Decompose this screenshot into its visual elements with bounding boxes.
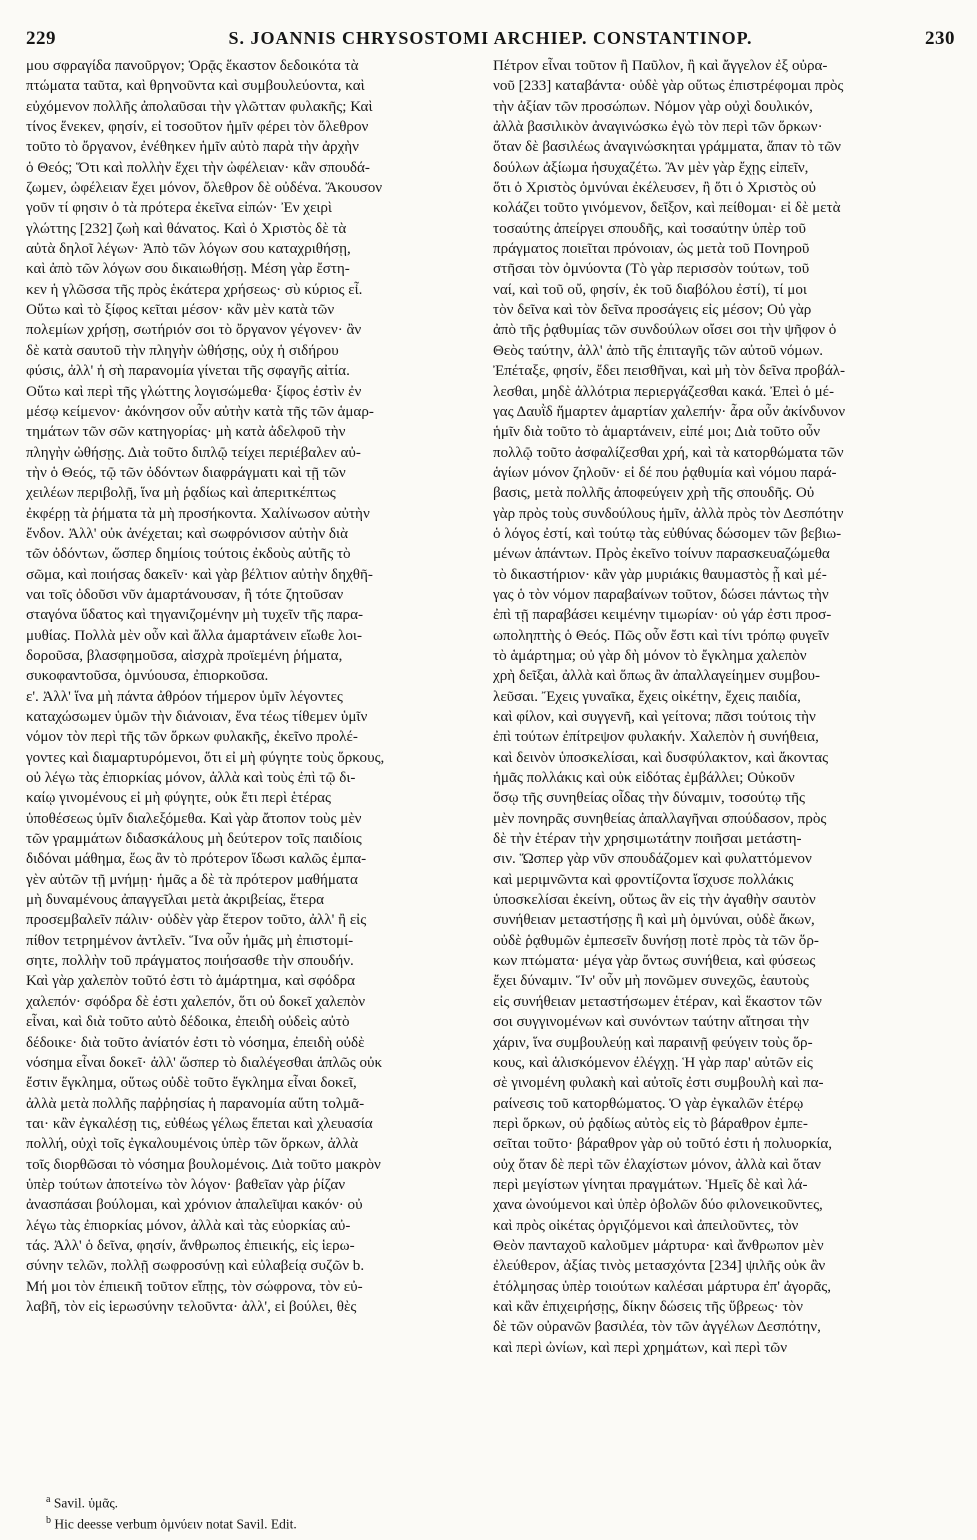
text-line: στῆσαι τὸν ὀμνύοντα (Τὸ γὰρ περισσὸν τούτων, τοῦ bbox=[493, 261, 810, 278]
text-line: Μή μοι τὸν ἐπιεικῆ τοῦτον εἴπῃς, τὸν σώφρονα, τὸν εὐ- bbox=[26, 1278, 363, 1295]
text-line: μὲν πονηρᾶς συνηθείας ἀπαλλαγῆναι σπούδασον, πρὸς bbox=[493, 810, 827, 827]
text-line: περὶ ὅρκων, οὐ ῥᾳδίως αὐτὸς εἰς τὸ βάραθρον ἐμπε- bbox=[493, 1115, 808, 1132]
text-line: πράγματος ποιεῖται πρόνοιαν, ὡς μετὰ τοῦ Πονηροῦ bbox=[493, 241, 810, 258]
text-line: εὐχόμενον πολλῆς ἀπολαῦσαι τὴν γλῶτταν φυλακῆς; Καὶ bbox=[26, 98, 373, 115]
text-line: τοσαύτης ἀπείργει σπουδῆς, καὶ τοσαύτην ὑπὲρ τοῦ bbox=[493, 220, 806, 237]
text-line: ὑποσκελίσαι ἐκείνη, οὕτως ἂν εἰς τὴν ἀγαθὴν σαυτὸν bbox=[493, 892, 816, 909]
text-line: ἁγίων μόνον ζηλοῦν· εἰ δέ που ῥᾳθυμία καὶ νόμου παρά- bbox=[493, 464, 837, 481]
text-line: λεῦσαι. Ἔχεις γυναῖκα, ἔχεις οἰκέτην, ἔχεις παιδία, bbox=[493, 688, 801, 705]
text-line: κων πτώματα· μέγα γὰρ ὄντως συνήθεια, καὶ φύσεως bbox=[493, 953, 816, 970]
text-line: φύσις, ἀλλ' ἡ σὴ παρανομία γίνεται τῆς σφαγῆς αἰτία. bbox=[26, 363, 350, 380]
text-line: τὸν δεῖνα καὶ τὸν δεῖνα προσάγεις εἰς μέσον; Οὐ γὰρ bbox=[493, 302, 812, 319]
text-line: κους, καὶ ἁλισκόμενον ἐλέγχῃ. Ἡ γὰρ παρ' αὐτῶν εἰς bbox=[493, 1054, 813, 1071]
text-line: σεῖται τοῦτο· βάραθρον γὰρ οὐ τοῦτό ἐστι ἡ πολυορκία, bbox=[493, 1136, 833, 1153]
text-line: δούλων ἀξίωμα ἡσυχαζέτω. Ἂν μὲν γὰρ ἔχῃς εἰπεῖν, bbox=[493, 159, 809, 176]
footnote-mark: a bbox=[46, 1494, 51, 1505]
running-title: S. JOANNIS CHRYSOSTOMI ARCHIEP. CONSTANTINOP. bbox=[228, 28, 753, 48]
text-line: οὐχ ὅταν δὲ περὶ τῶν ἐλαχίστων μόνον, ἀλλὰ καὶ ὅταν bbox=[493, 1156, 821, 1173]
text-line: καίῳ γινομένους εἰ μὴ φύγητε, οὐκ ἔτι περὶ ἑτέρας bbox=[26, 790, 332, 807]
text-line: οὐδὲ ῥᾳθυμῶν ἐμπεσεῖν δυνήσῃ ποτὲ πρὸς τὰ τῶν ὅρ- bbox=[493, 932, 819, 949]
text-line: χρὴ δεῖξαι, ἀλλὰ καὶ ὅπως ἂν ἀπαλλαγείημεν συμβου- bbox=[493, 668, 821, 685]
text-line: πολλῷ τοῦτο ἀσφαλίζεσθαι χρή, καὶ τὰ κατορθώματα τῶν bbox=[493, 444, 844, 461]
text-columns bbox=[26, 56, 955, 1358]
page-number-right: 230 bbox=[924, 28, 955, 49]
footnote-text: Savil. ὑμᾶς. bbox=[53, 1495, 119, 1511]
text-line: ἔστιν ἔγκλημα, οὕτως οὐδὲ τοῦτο ἔγκλημα εἶναι δοκεῖ, bbox=[26, 1075, 357, 1092]
text-line: λεσθαι, μηδὲ ἀλλότρια περιεργάζεσθαι κακά. Ἐπεὶ ὁ μέ- bbox=[493, 383, 835, 400]
footnote-mark: b bbox=[46, 1514, 51, 1526]
text-line: ἡμῖν διὰ τοῦτο τὸ ἁμαρτάνειν, εἰπέ μοι; Διὰ τοῦτο οὖν bbox=[493, 424, 821, 441]
text-line: Ἐπέταξε, φησίν, ἔδει πεισθῆναι, καὶ μὴ τὸν δεῖνα προβάλ- bbox=[493, 363, 846, 380]
text-line: Θεὸς ταύτην, ἀλλ' ἀπὸ τῆς ἐπιταγῆς τῶν αὐτοῦ νόμων. bbox=[493, 342, 824, 359]
text-line: σιν. Ὥσπερ γὰρ νῦν σπουδάζομεν καὶ φυλαττόμενον bbox=[493, 851, 812, 868]
text-line: μου σφραγίδα πανοῦργον; Ὁρᾷς ἕκαστον δεδοικότα τὰ bbox=[26, 58, 359, 74]
text-line: ἀλλὰ μετὰ πολλῆς παῤῥησίας ἡ παρανομία αὕτη τολμᾶ- bbox=[26, 1095, 365, 1112]
text-line: αὐτὰ δηλοῖ λέγων· Ἀπὸ τῶν λόγων σου καταχριθήσῃ, bbox=[26, 241, 351, 258]
text-line: πτώματα ταῦτα, καὶ θρηνοῦντα καὶ συμβουλεύοντα, καὶ bbox=[26, 78, 365, 95]
text-line: καὶ δεινὸν ὑποσκελίσαι, καὶ δυσφύλακτον, καὶ ἄκοντας bbox=[493, 749, 829, 766]
footnote bbox=[46, 1491, 297, 1512]
text-line: ὑπὲρ τούτων ἀποτείνω τὸν λόγον· βαθεῖαν γὰρ ῥίζαν bbox=[26, 1176, 346, 1193]
text-line: γας ὁ τὸν νόμον παραβαίνων τοῦτον, δώσει πάντως τὴν bbox=[493, 586, 829, 603]
text-line: δοροῦσα, βλασφημοῦσα, αἰσχρὰ προϊεμένη ῥήματα, bbox=[26, 647, 343, 664]
text-line: ἀλλὰ βασιλικὸν ἀναγινώσκω ἐγὼ τὸν περὶ τῶν ὅρκων· bbox=[493, 119, 823, 136]
text-line: καταχώσωμεν ὑμῶν τὴν διάνοιαν, ἕνα τέως τίθεμεν ὑμῖν bbox=[26, 709, 368, 725]
text-line: δέδοικε· διὰ τοῦτο ἀνίατόν ἐστι τὸ νόσημα, ἐπειδὴ οὐδὲ bbox=[26, 1034, 365, 1051]
text-line: τάς. Ἀλλ' ὁ δεῖνα, φησίν, ἄνθρωπος ἐπιεικής, εἰς ἱερω- bbox=[26, 1237, 355, 1254]
text-line: καὶ περὶ ὠνίων, καὶ περὶ χρημάτων, καὶ περὶ τῶν bbox=[493, 1339, 788, 1356]
text-line: μὴ δυναμένους ἀπαγγεῖλαι μετὰ ἀκριβείας, ἕτερα bbox=[26, 892, 325, 909]
text-line: χάριν, ἵνα συμβουλεύῃ καὶ παραινῇ φεύγειν τοὺς ὅρ- bbox=[493, 1034, 813, 1051]
text-line: διδόναι μάθημα, ἕως ἂν τὸ πρότερον ἴδωσι καλῶς ἐμπα- bbox=[26, 851, 367, 868]
text-line: ἐκφέρῃ τὰ ῥήματα τὰ μὴ προσήκοντα. Χαλίνωσον αὐτὴν bbox=[26, 505, 370, 522]
text-line: πίθον τετρημένον ἀντλεῖν. Ἵνα οὖν ἡμᾶς μὴ ἐπιστομί- bbox=[26, 932, 354, 949]
text-line: καὶ φίλον, καὶ συγγενῆ, καὶ γείτονα; πᾶσι τούτοις τὴν bbox=[493, 709, 816, 725]
text-line: τῶν γραμμάτων διδασκάλους μὴ δεύτερον τοῖς παιδίοις bbox=[26, 831, 362, 848]
text-line: γὲν αὐτῶν τῇ μνήμῃ· ἡμᾶς a δὲ τὰ πρότερον μαθήματα bbox=[26, 871, 358, 888]
text-line: νοῦ [233] καταβάντα· οὐδὲ γὰρ οὕτως ἐπιστρέφομαι πρὸς bbox=[493, 78, 844, 95]
text-line: πολεμίων χρήσῃ, σωτήριόν σοι τὸ ὄργανον γέγονεν· ἂν bbox=[26, 322, 362, 339]
text-line: καὶ πρὸς οἰκέτας ὀργιζόμενοι καὶ ἀπειλοῦντες, τὸν bbox=[493, 1217, 799, 1234]
text-line: νόσημα εἶναι δοκεῖ· ἀλλ' ὥσπερ τὸ διαλέγεσθαι ἁπλῶς οὐκ bbox=[26, 1054, 383, 1071]
footnote-text: Hic deesse verbum ὀμνύειν notat Savil. Edit. bbox=[54, 1516, 297, 1531]
footnotes bbox=[46, 1491, 297, 1532]
text-line: ραίνεσις τοῦ κατορθώματος. Ὁ γὰρ ἐγκαλῶν ἑτέρῳ bbox=[493, 1095, 804, 1112]
text-line: περὶ μεγίστων γίνηται πραγμάτων. Ἡμεῖς δὲ καὶ λά- bbox=[493, 1176, 808, 1193]
text-line: ὑποθέσεως ὑμῖν διαλεξόμεθα. Καὶ γὰρ ἄτοπον τοὺς μὲν bbox=[26, 810, 362, 827]
text-line: τὸ δικαστήριον· κἂν γὰρ μυριάκις θαυμαστὸς ᾖ καὶ μέ- bbox=[493, 566, 827, 583]
text-line: βασις, μετὰ πολλῆς ἀποφεύγειν χρὴ τῆς σπουδῆς. Οὐ bbox=[493, 485, 815, 502]
text-line: συνήθειαν μεταστήσῃς ἢ καὶ μὴ ὀμνύναι, οὐδὲ ἄκων, bbox=[493, 912, 815, 929]
text-line: τὴν ὁ Θεός, τῷ τῶν ὀδόντων διαφράγματι καὶ τῇ τῶν bbox=[26, 464, 346, 481]
text-line: Πέτρον εἶναι τοῦτον ἢ Παῦλον, ἢ καὶ ἄγγελον ἐξ οὐρα- bbox=[493, 58, 828, 74]
text-line: ἀνασπάσαι βούλομαι, καὶ χρόνιον ἀπαλεῖψαι κακόν· οὐ bbox=[26, 1197, 363, 1214]
text-line: ὅτι ὁ Χριστὸς ὀμνύναι ἐκέλευσεν, ἢ ὅτι ὁ Χριστὸς οὐ bbox=[493, 180, 816, 197]
text-line: τῶν ὀδόντων, ὥσπερ δημίοις τούτοις ἐκδοὺς αὐτῆς τὸ bbox=[26, 546, 351, 563]
text-line: ἔχει δύναμιν. Ἵν' οὖν μὴ πονῶμεν συνεχῶς, ἑαυτοὺς bbox=[493, 973, 809, 990]
text-line: καὶ ἀπὸ τῶν λόγων σου δικαιωθήσῃ. Μέση γὰρ ἔστη- bbox=[26, 261, 350, 278]
text-line: μένων ἁπάντων. Πρὸς ἐκεῖνο τοίνυν παρασκευαζώμεθα bbox=[493, 546, 830, 563]
text-line: ναι τοῖς ὀδοῦσι νῦν ἁμαρτάνουσαν, ἢ τότε ζητοῦσαν bbox=[26, 586, 344, 603]
text-line: γὰρ πρὸς τοὺς συνδούλους ἡμῖν, ἀλλὰ πρὸς τὸν Δεσπότην bbox=[493, 505, 844, 522]
text-line: ωποληπτὴς ὁ Θεός. Πῶς οὖν ἔστι καὶ τίνι τρόπῳ φυγεῖν bbox=[493, 627, 830, 644]
text-line: μέσῳ κείμενον· ἀκόνησον οὖν αὐτὴν κατὰ τῆς τῶν ἁμαρ- bbox=[26, 403, 374, 420]
text-line: καὶ κἂν ἐπιχειρήσῃς, δίκην δώσεις τῆς ὕβρεως· τὸν bbox=[493, 1298, 803, 1315]
text-line: ἐπὶ τούτων ἐπίτρεψον φυλακήν. Χαλεπὸν ἡ συνήθεια, bbox=[493, 729, 819, 746]
text-line: σύνην τελῶν, πολλῇ σωφροσύνῃ καὶ εὐλαβείᾳ συζῶν b. bbox=[26, 1258, 365, 1275]
text-line: μυθίας. Πολλὰ μὲν οὖν καὶ ἄλλα ἁμαρτάνειν εἴωθε λοι- bbox=[26, 627, 363, 644]
text-line: πληγὴν ὠθήσῃς. Διὰ τοῦτο διπλῷ τείχει περιέβαλεν αὐ- bbox=[26, 444, 361, 461]
page-number-left: 229 bbox=[26, 28, 56, 49]
text-line: γοῦν τί φησιν ὁ τὰ πρότερα ἐκεῖνα εἰπών· Ἐν χειρὶ bbox=[26, 200, 332, 217]
text-line: κεν ἡ γλῶσσα τῆς πρὸς ἑκάτερα χρήσεως· σὺ κύριος εἶ. bbox=[26, 281, 363, 298]
text-line: Οὕτω καὶ τὸ ξίφος κεῖται μέσον· κἂν μὲν κατὰ τῶν bbox=[26, 302, 335, 319]
text-line: κολάζει τοῦτο γινόμενον, δεῖξον, καὶ πείθομαι· εἰ δὲ μετὰ bbox=[493, 200, 841, 217]
text-line: εἰς συνήθειαν μεταστήσωμεν ἑτέραν, καὶ ἕκαστον τῶν bbox=[493, 993, 822, 1010]
text-line: ζωμεν, ὠφέλειαν ἔχει μόνον, ὄλεθρον δὲ οὐδένα. Ἄκουσον bbox=[26, 180, 383, 197]
text-line: χαλεπόν· σφόδρα δὲ ἐστι χαλεπόν, ὅτι οὐ δοκεῖ χαλεπὸν bbox=[26, 993, 366, 1010]
text-line: Θεὸν πανταχοῦ καλοῦμεν μάρτυρα· καὶ ἄνθρωπον μὲν bbox=[493, 1237, 824, 1254]
footnote bbox=[46, 1512, 297, 1533]
right-column bbox=[493, 56, 955, 1358]
text-line: τοῦτο τὸ ὄργανον, ἐνέθηκεν ἡμῖν αὐτὸ παρὰ τὴν ἀρχὴν bbox=[26, 139, 359, 156]
text-line: τὸ ἁμάρτημα; οὐ γὰρ δὴ μόνον τὸ ἔγκλημα χαλεπὸν bbox=[493, 647, 807, 664]
text-line: χειλέων περιβολῇ, ἵνα μὴ ῥᾳδίως καὶ ἀπεριτκέπτως bbox=[26, 485, 336, 502]
text-line: πολλή, οὐχὶ τοῖς ἐγκαλουμένοις ὑπὲρ τῶν ὅρκων, ἀλλὰ bbox=[26, 1136, 359, 1153]
text-line: σοι συγγινομένων καὶ συνόντων ταύτην αἴτησαι τὴν bbox=[493, 1014, 809, 1031]
text-line: λαβῆ, τὸν εἰς ἱερωσύνην τελοῦντα· ἀλλ', εἰ βούλει, θὲς bbox=[26, 1298, 357, 1315]
text-line: τημάτων τῶν σῶν κατηγορίας· μὴ κατὰ ἀδελφοῦ τὴν bbox=[26, 424, 346, 441]
text-line: συκοφαντοῦσα, ὀμνύουσα, ἐπιορκοῦσα. bbox=[26, 668, 269, 685]
text-line: ἀπὸ τῆς ῥᾳθυμίας τῶν συνδούλων οἴσει σοι τὴν ψῆφον ὁ bbox=[493, 322, 837, 339]
running-head bbox=[26, 28, 955, 50]
text-line: ἔνδον. Ἀλλ' οὐκ ἀνέχεται; καὶ σωφρόνισον αὐτὴν διὰ bbox=[26, 525, 348, 542]
text-line: γας Δαυῒδ ἥμαρτεν ἁμαρτίαν χαλεπήν· ἆρα οὖν ἀκίνδυνον bbox=[493, 403, 846, 420]
text-line: χανα ὠνούμενοι καὶ ὑπὲρ ὀβολῶν δύο φιλονεικοῦντες, bbox=[493, 1197, 823, 1214]
text-line: ται· κἂν ἐγκαλέσῃ τις, εὐθέως γέλως ἕπεται καὶ χλευασία bbox=[26, 1115, 373, 1132]
text-line: ναί, καὶ τοῦ οὔ, φησίν, ἐκ τοῦ διαβόλου ἐστί), τί μοι bbox=[493, 281, 807, 298]
text-line: σητε, πολλὴν τοῦ πράγματος ποιήσασθε τὴν σπουδήν. bbox=[26, 953, 354, 970]
text-line: εἶναι, καὶ διὰ τοῦτο αὐτὸ δέδοικα, ἐπειδὴ οὐδεὶς αὐτὸ bbox=[26, 1014, 350, 1031]
text-line: λέγω τὰς ἐπιορκίας μόνον, ἀλλὰ καὶ τὰς εὐορκίας αὐ- bbox=[26, 1217, 351, 1234]
text-line: οὐ λέγω τὰς ἐπιορκίας μόνον, ἀλλὰ καὶ τοὺς ἐπὶ τῷ δι- bbox=[26, 770, 356, 787]
text-line: ὅταν δὲ βασιλέως ἀναγινώσκηται γράμματα, ἅπαν τὸ τῶν bbox=[493, 139, 842, 156]
text-line: ὅσῳ τῆς συνηθείας οἶδας τὴν δύναμιν, τοσούτῳ τῆς bbox=[493, 790, 805, 807]
text-line: δὲ τῶν οὐρανῶν βασιλέα, τὸν τῶν ἀγγέλων Δεσπότην, bbox=[493, 1319, 821, 1336]
text-line: Οὕτω καὶ περὶ τῆς γλώττης λογισώμεθα· ξίφος ἐστὶν ἐν bbox=[26, 383, 362, 400]
text-line: γλώττης [232] ζωὴ καὶ θάνατος. Καὶ ὁ Χριστὸς δὲ τὰ bbox=[26, 220, 347, 237]
text-line: Καὶ γὰρ χαλεπὸν τοῦτό ἐστι τὸ ἁμάρτημα, καὶ σφόδρα bbox=[26, 973, 356, 990]
text-line: ἐτόλμησας ὑπὲρ τοιούτων καλέσαι μάρτυρα ἐπ' ἀγορᾶς, bbox=[493, 1278, 832, 1295]
text-line: ἡμᾶς πολλάκις καὶ οὐκ εἰδότας ἐμβάλλει; Οὐκοῦν bbox=[493, 770, 795, 787]
text-line: τίνος ἕνεκεν, φησίν, εἰ τοσοῦτον ἡμῖν φέρει τὸν ὄλεθρον bbox=[26, 119, 369, 136]
text-line: γοντες καὶ διαμαρτυρόμενοι, ὅτι εἰ μὴ φύγητε τοὺς ὅρκους, bbox=[26, 749, 385, 766]
text-line: δὲ κατὰ σαυτοῦ τὴν πληγὴν ὠθήσῃς, οὐχ ἡ σιδήρου bbox=[26, 342, 339, 359]
text-line: ε'. Ἀλλ' ἵνα μὴ πάντα ἀθρόον τήμερον ὑμῖν λέγοντες bbox=[26, 688, 343, 705]
text-line: ὁ λόγος ἐστί, καὶ τούτῳ τὰς εὐθύνας δώσομεν τῶν βεβιω- bbox=[493, 525, 842, 542]
text-line: τοῖς διορθῶσαι τὸ νόσημα βουλομένοις. Διὰ τοῦτο μακρὸν bbox=[26, 1156, 381, 1173]
text-line: ἐλεύθερον, ἀξίας τινὸς μετασχόντα [234] ψιλῆς οὐκ ἂν bbox=[493, 1258, 826, 1275]
text-line: ὁ Θεός; Ὅτι καὶ πολλὴν ἔχει τὴν ὠφέλειαν· κἂν σπουδά- bbox=[26, 159, 370, 176]
text-line: προσεμβαλεῖν πάλιν· οὐδὲν γὰρ ἕτερον τοῦτο, ἀλλ' ἢ εἰς bbox=[26, 912, 367, 929]
text-line: σῶμα, καὶ ποιήσας δακεῖν· καὶ γὰρ βέλτιον αὐτὴν δηχθῆ- bbox=[26, 566, 373, 583]
text-line: σὲ γινομένη φυλακὴ καὶ αὐτοῖς ἐστι συμβουλὴ καὶ πα- bbox=[493, 1075, 824, 1092]
text-line: καὶ μεριμνῶντα καὶ φροντίζοντα ἴσχυσε πολλάκις bbox=[493, 871, 794, 888]
text-line: σταγόνα ὕδατος καὶ τηγανιζομένην μὴ τυχεῖν τῆς παρα- bbox=[26, 607, 364, 624]
text-line: τὴν ἀξίαν τῶν προσώπων. Νόμον γὰρ οὐχὶ δουλικόν, bbox=[493, 98, 813, 115]
text-line: ἐπὶ τῇ παραβάσει κειμένην τιμωρίαν· οὐ γάρ ἐστι προσ- bbox=[493, 607, 832, 624]
text-line: νόμον τὸν περὶ τῆς τῶν ὅρκων φυλακῆς, ἐκεῖνο προλέ- bbox=[26, 729, 358, 746]
text-line: δὲ τὴν ἑτέραν τὴν χρησιμωτάτην ποιῆσαι μετάστη- bbox=[493, 831, 802, 848]
left-column bbox=[26, 56, 493, 1358]
